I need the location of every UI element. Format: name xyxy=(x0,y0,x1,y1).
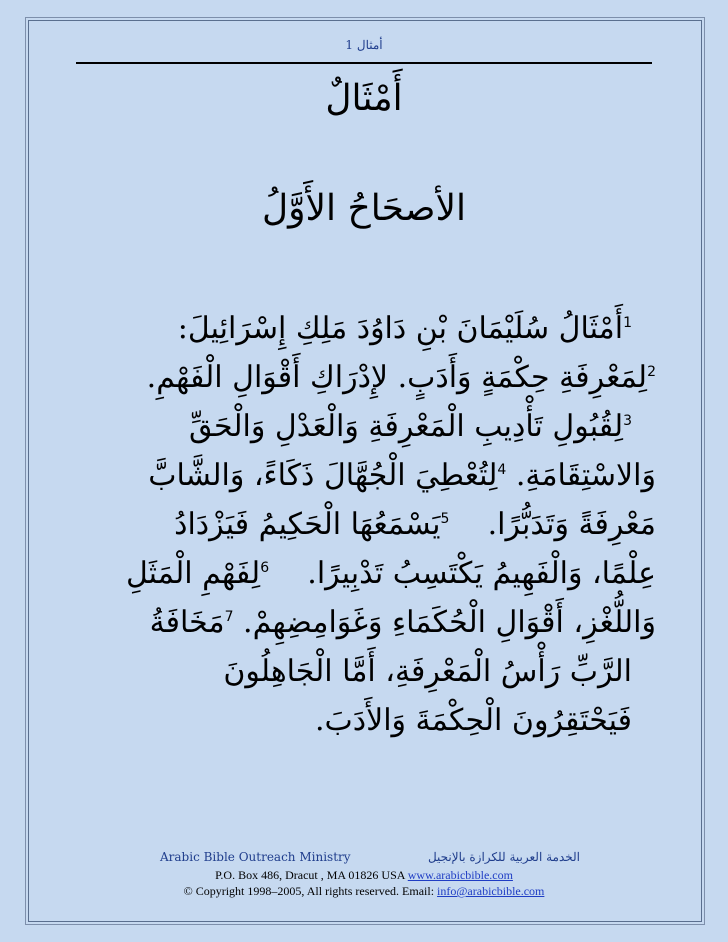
verse-text: مَعْرِفَةً وَتَدَبُّرًا. xyxy=(487,507,656,542)
postal-address: P.O. Box 486, Dracut , MA 01826 USA xyxy=(215,868,405,882)
verse-text: لِقُبُولِ تَأْدِيبِ الْمَعْرِفَةِ وَالْعَدْلِ وَالْحَقِّ xyxy=(189,409,624,444)
verse-line xyxy=(84,549,656,598)
verse-text: لِتُعْطِيَ الْجُهَّالَ ذَكَاءً، وَالشَّابَّ xyxy=(148,458,498,493)
scripture-body xyxy=(84,304,656,745)
verse-text: وَالاسْتِقَامَةِ. xyxy=(515,458,656,493)
footer-address xyxy=(0,868,728,883)
copyright-text: © Copyright 1998–2005, All rights reserved. Email: xyxy=(183,884,435,898)
verse-number: 7 xyxy=(224,609,234,625)
footer-copyright xyxy=(0,884,728,899)
ministry-name-en: Arabic Bible Outreach Ministry xyxy=(160,850,351,864)
verse-text: عِلْمًا، وَالْفَهِيمُ يَكْتَسِبُ تَدْبِيرًا. xyxy=(307,556,656,591)
verse-text: لِفَهْمِ الْمَثَلِ xyxy=(125,556,261,591)
verse-line xyxy=(84,598,656,647)
book-title: أَمْثَالٌ xyxy=(325,78,403,119)
verse-line xyxy=(84,647,656,696)
verse-line xyxy=(84,696,656,745)
verse-text: الرَّبِّ رَأْسُ الْمَعْرِفَةِ، أَمَّا الْجَاهِلُونَ xyxy=(223,654,632,689)
verse-number: 2 xyxy=(647,364,656,380)
header-rule xyxy=(76,62,652,64)
chapter-title: الأصحَاحُ الأَوَّلُ xyxy=(261,188,467,229)
verse-text: يَسْمَعُهَا الْحَكِيمُ فَيَزْدَادُ xyxy=(174,507,441,542)
running-header: أمثال 1 xyxy=(345,38,383,52)
verse-number: 1 xyxy=(623,315,632,331)
verse-number: 5 xyxy=(440,511,450,527)
verse-line xyxy=(84,402,656,451)
footer-ministry xyxy=(160,850,580,864)
ministry-name-ar: الخدمة العربية للكرازة بالإنجيل xyxy=(427,850,580,864)
verse-line xyxy=(84,451,656,500)
verse-number: 3 xyxy=(623,413,632,429)
verse-text: وَاللُّغْزِ، أَقْوَالِ الْحُكَمَاءِ وَغَوَامِضِهِمْ. xyxy=(243,605,656,640)
verse-text: لِمَعْرِفَةِ حِكْمَةٍ وَأَدَبٍ. لإِدْرَاكِ أَقْوَالِ الْفَهْمِ. xyxy=(146,360,648,395)
verse-line xyxy=(84,304,656,353)
verse-line xyxy=(84,353,656,402)
verse-number: 6 xyxy=(260,560,270,576)
verse-text: أَمْثَالُ سُلَيْمَانَ بْنِ دَاوُدَ مَلِكِ إِسْرَائِيلَ: xyxy=(177,311,624,346)
verse-number: 4 xyxy=(497,462,507,478)
verse-text: فَيَحْتَقِرُونَ الْحِكْمَةَ وَالأَدَبَ. xyxy=(314,703,632,738)
email-link[interactable]: info@arabicbible.com xyxy=(437,884,545,898)
verse-line xyxy=(84,500,656,549)
verse-text: مَخَافَةُ xyxy=(149,605,225,640)
website-link[interactable]: www.arabicbible.com xyxy=(407,868,513,882)
